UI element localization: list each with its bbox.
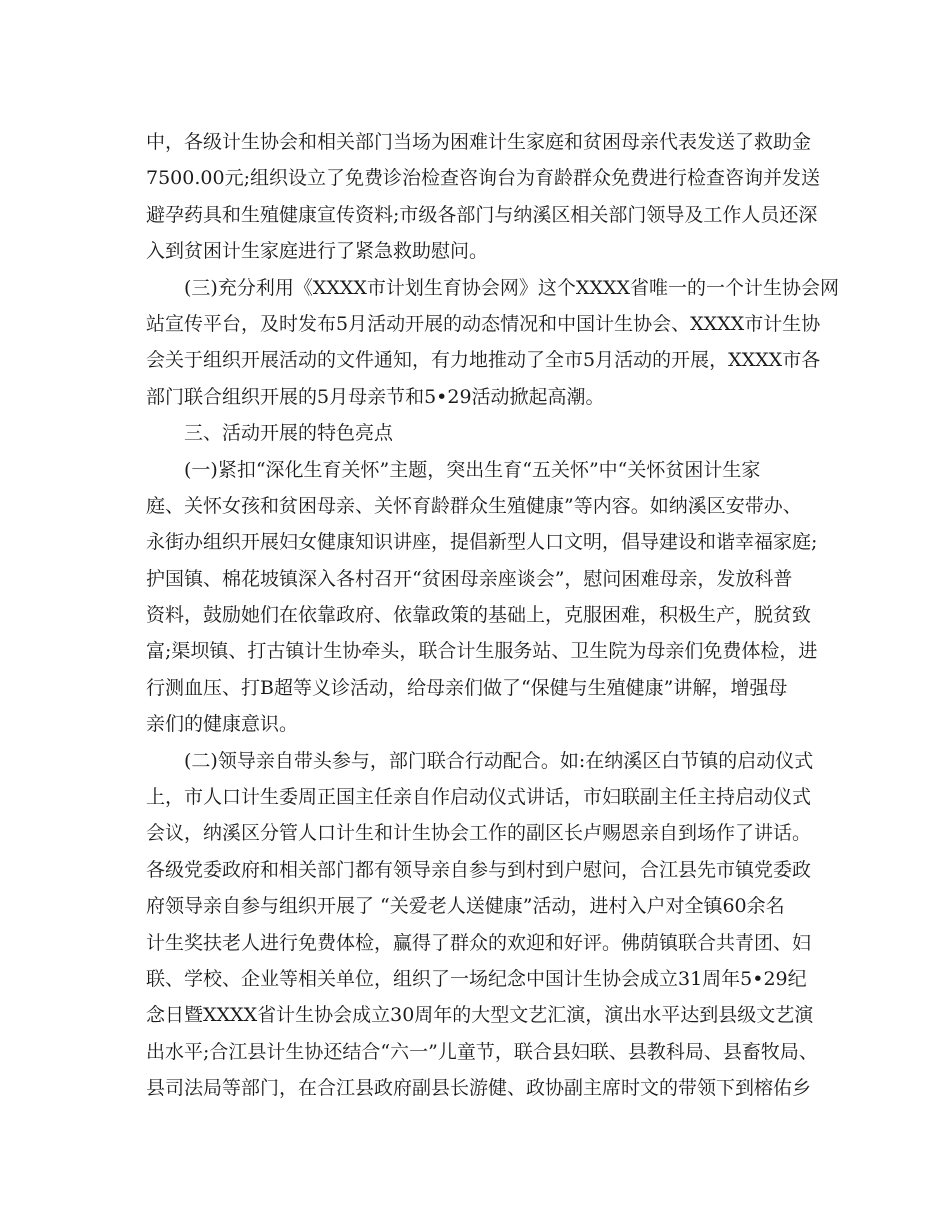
text-line: 各级党委政府和相关部门都有领导亲自参与到村到户慰问，合江县先市镇党委政 bbox=[146, 858, 812, 881]
text-line: 会议，纳溪区分管人口计生和计生协会工作的副区长卢赐恩亲自到场作了讲话。 bbox=[146, 822, 812, 845]
text-line: 庭、关怀女孩和贫困母亲、关怀育龄群众生殖健康”等内容。如纳溪区安带办、 bbox=[146, 494, 802, 517]
text-line: 府领导亲自参与组织开展了 “关爱老人送健康”活动，进村入户对全镇60余名 bbox=[146, 895, 785, 918]
text-line: 部门联合组织开展的5月母亲节和5•29活动掀起高潮。 bbox=[146, 385, 605, 408]
text-line: 避孕药具和生殖健康宣传资料;市级各部门与纳溪区相关部门领导及工作人员还深 bbox=[146, 203, 818, 226]
text-line: (二)领导亲自带头参与，部门联合行动配合。如:在纳溪区白节镇的启动仪式 bbox=[184, 749, 814, 772]
text-line: 县司法局等部门，在合江县政府副县长游健、政协副主席时文的带领下到榕佑乡 bbox=[146, 1077, 812, 1100]
text-line: (三)充分利用《XXXX市计划生育协会网》这个XXXX省唯一的一个计生协会网 bbox=[184, 276, 840, 299]
text-line: 会关于组织开展活动的文件通知，有力地推动了全市5月活动的开展，XXXX市各 bbox=[146, 349, 821, 372]
text-line: 入到贫困计生家庭进行了紧急救助慰问。 bbox=[146, 240, 489, 263]
text-line: 站宣传平台，及时发布5月活动开展的动态情况和中国计生协会、XXXX市计生协 bbox=[146, 312, 821, 335]
text-line: 7500.00元;组织设立了免费诊治检查咨询台为育龄群众免费进行检查咨询并发送 bbox=[146, 167, 820, 190]
text-line: 联、学校、企业等相关单位，组织了一场纪念中国计生协会成立31周年5•29纪 bbox=[146, 967, 807, 990]
text-line: 永街办组织开展妇女健康知识讲座，提倡新型人口文明，倡导建设和谐幸福家庭; bbox=[146, 531, 818, 554]
text-line: 富;渠坝镇、打古镇计生协牵头，联合计生服务站、卫生院为母亲们免费体检，进 bbox=[146, 640, 818, 663]
text-line: 上，市人口计生委周正国主任亲自作启动仪式讲话，市妇联副主任主持启动仪式 bbox=[146, 786, 812, 809]
text-line: (一)紧扣“深化生育关怀”主题，突出生育“五关怀”中“关怀贫困计生家 bbox=[184, 458, 761, 481]
text-line: 亲们的健康意识。 bbox=[146, 713, 299, 736]
text-line: 护国镇、棉花坡镇深入各村召开“贫困母亲座谈会”，慰问困难母亲，发放科普 bbox=[146, 567, 793, 590]
text-line: 资料，鼓励她们在依靠政府、依靠政策的基础上，克服困难，积极生产，脱贫致 bbox=[146, 604, 812, 627]
document-body bbox=[146, 124, 840, 1107]
text-line: 中，各级计生协会和相关部门当场为困难计生家庭和贫困母亲代表发送了救助金 bbox=[146, 131, 812, 153]
text-line: 出水平;合江县计生协还结合“六一”儿童节，联合县妇联、县教科局、县畜牧局、 bbox=[146, 1040, 818, 1063]
text-line: 计生奖扶老人进行免费体检，赢得了群众的欢迎和好评。佛荫镇联合共青团、妇 bbox=[146, 931, 812, 954]
text-line: 行测血压、打B超等义诊活动，给母亲们做了“保健与生殖健康”讲解，增强母 bbox=[146, 676, 788, 699]
text-line: 念日暨XXXX省计生协会成立30周年的大型文艺汇演，演出水平达到县级文艺演 bbox=[146, 1004, 814, 1027]
text-line: 三、活动开展的特色亮点 bbox=[184, 422, 394, 445]
